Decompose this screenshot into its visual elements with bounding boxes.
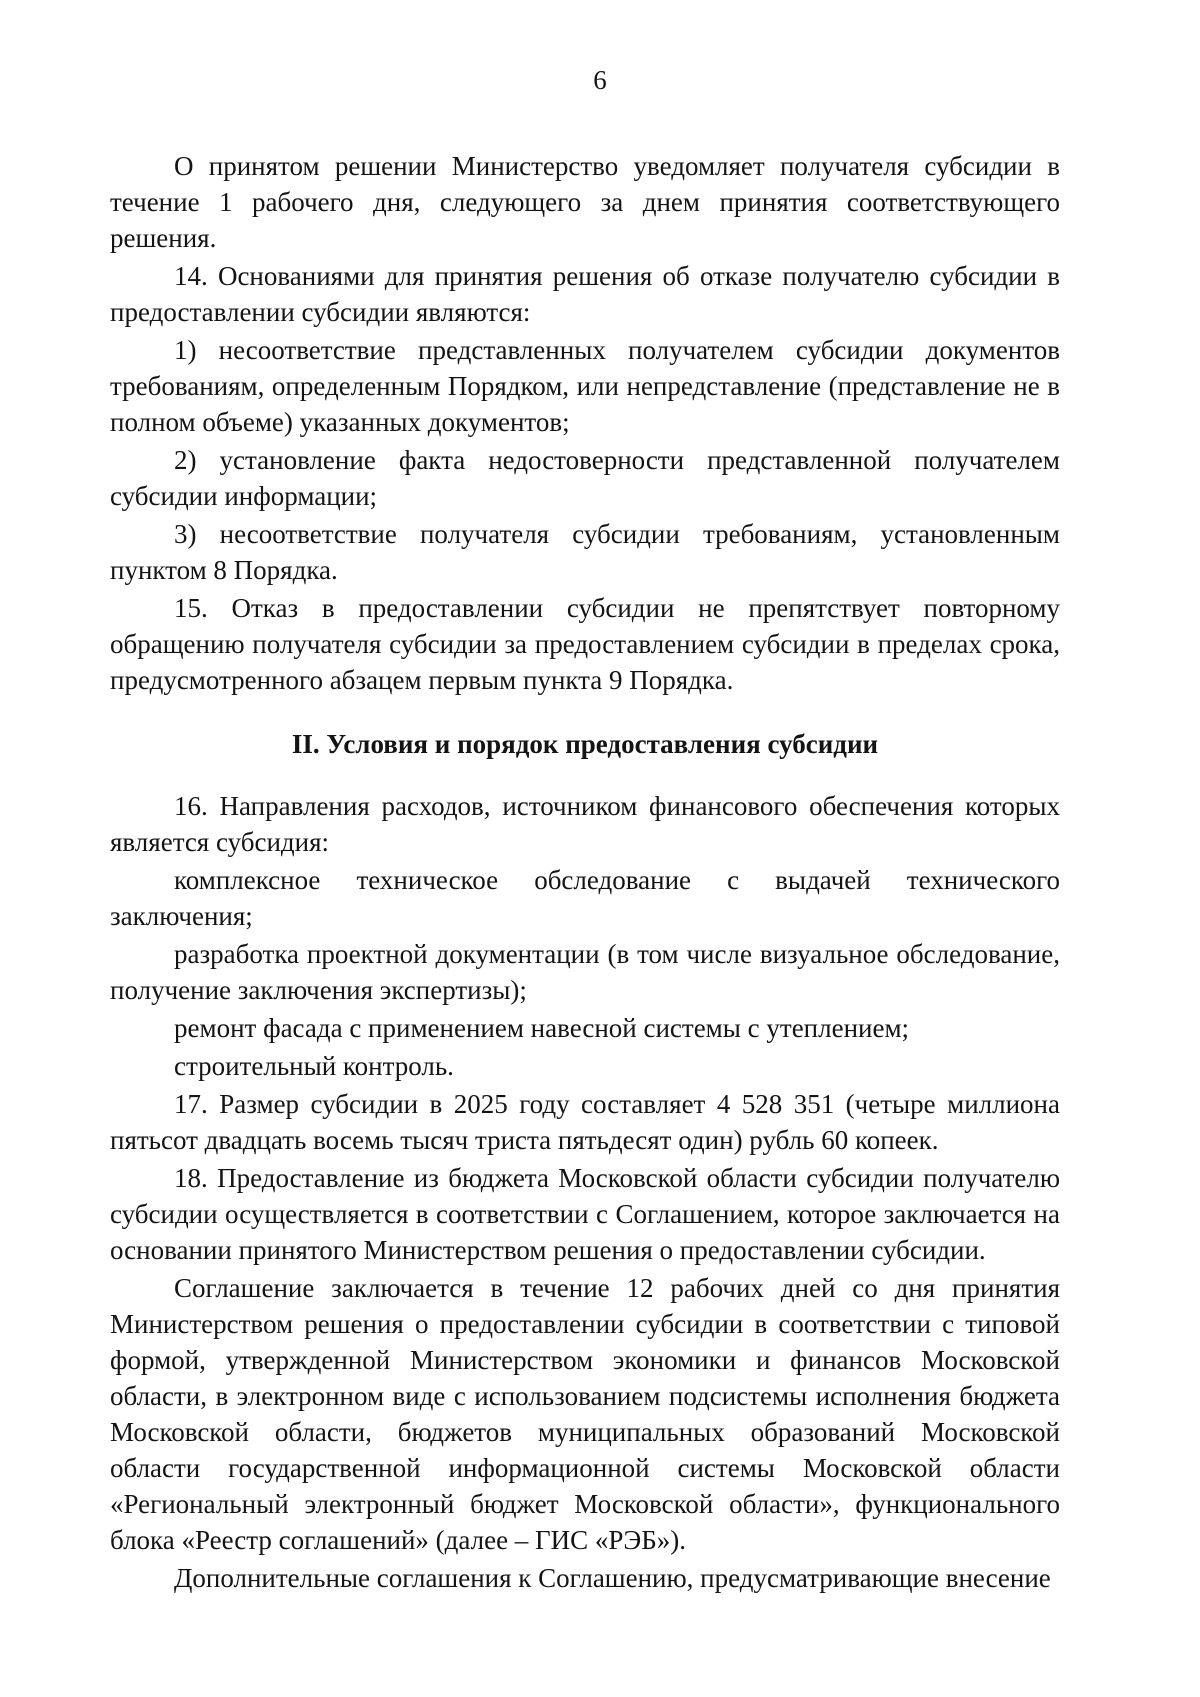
- paragraph-14: 14. Основаниями для принятия решения об отказе получателю субсидии в предоставлении субсидии являются:: [110, 261, 1060, 327]
- expense-item: строительный контроль.: [174, 1051, 454, 1081]
- paragraph-18: 18. Предоставление из бюджета Московской области субсидии получателю субсидии осуществляется в соответствии с Соглашением, которое заключается на основании принятого Министерством решения о предоставлении субсидии.: [110, 1163, 1060, 1265]
- page-number: 6: [593, 65, 607, 95]
- paragraph-agreement: Соглашение заключается в течение 12 рабочих дней со дня принятия Министерством решения о предоставлении субсидии в соответствии с типовой формой, утвержденной Министерством экономики и финансов Московской области, в электронном виде с использованием подсистемы исполнения бюджета Московской области, бюджетов муниципальных образований Московской области государственной информационной системы Московской области «Региональный электронный бюджет Московской области», функционального блока «Реестр соглашений» (далее – ГИС «РЭБ»).: [110, 1273, 1060, 1555]
- section-heading: II. Условия и порядок предоставления субсидии: [291, 729, 879, 759]
- expense-item: комплексное техническое обследование с выдачей технического заключения;: [110, 865, 1060, 931]
- paragraph-additional-agreements: Дополнительные соглашения к Соглашению, предусматривающие внесение: [174, 1563, 1051, 1593]
- paragraph-14-item-3: 3) несоответствие получателя субсидии требованиям, установленным пунктом 8 Порядка.: [110, 519, 1060, 585]
- paragraph-15: 15. Отказ в предоставлении субсидии не препятствует повторному обращению получателя субсидии за предоставлением субсидии в пределах срока, предусмотренного абзацем первым пункта 9 Порядка.: [110, 593, 1060, 695]
- expense-item: разработка проектной документации (в том числе визуальное обследование, получение заключения экспертизы);: [110, 939, 1060, 1005]
- expense-item: ремонт фасада с применением навесной системы с утеплением;: [174, 1013, 910, 1043]
- paragraph-17: 17. Размер субсидии в 2025 году составляет 4 528 351 (четыре миллиона пятьсот двадцать восемь тысяч триста пятьдесят один) рубль 60 копеек.: [110, 1089, 1060, 1155]
- document-body: [110, 148, 1060, 1596]
- paragraph-notification: О принятом решении Министерство уведомляет получателя субсидии в течение 1 рабочего дня, следующего за днем принятия соответствующего решения.: [110, 151, 1060, 253]
- paragraph-14-item-2: 2) установление факта недостоверности представленной получателем субсидии информации;: [110, 445, 1060, 511]
- paragraph-14-item-1: 1) несоответствие представленных получателем субсидии документов требованиям, определенным Порядком, или непредставление (представление не в полном объеме) указанных документов;: [110, 335, 1060, 437]
- paragraph-16: 16. Направления расходов, источником финансового обеспечения которых является субсидия:: [110, 791, 1060, 857]
